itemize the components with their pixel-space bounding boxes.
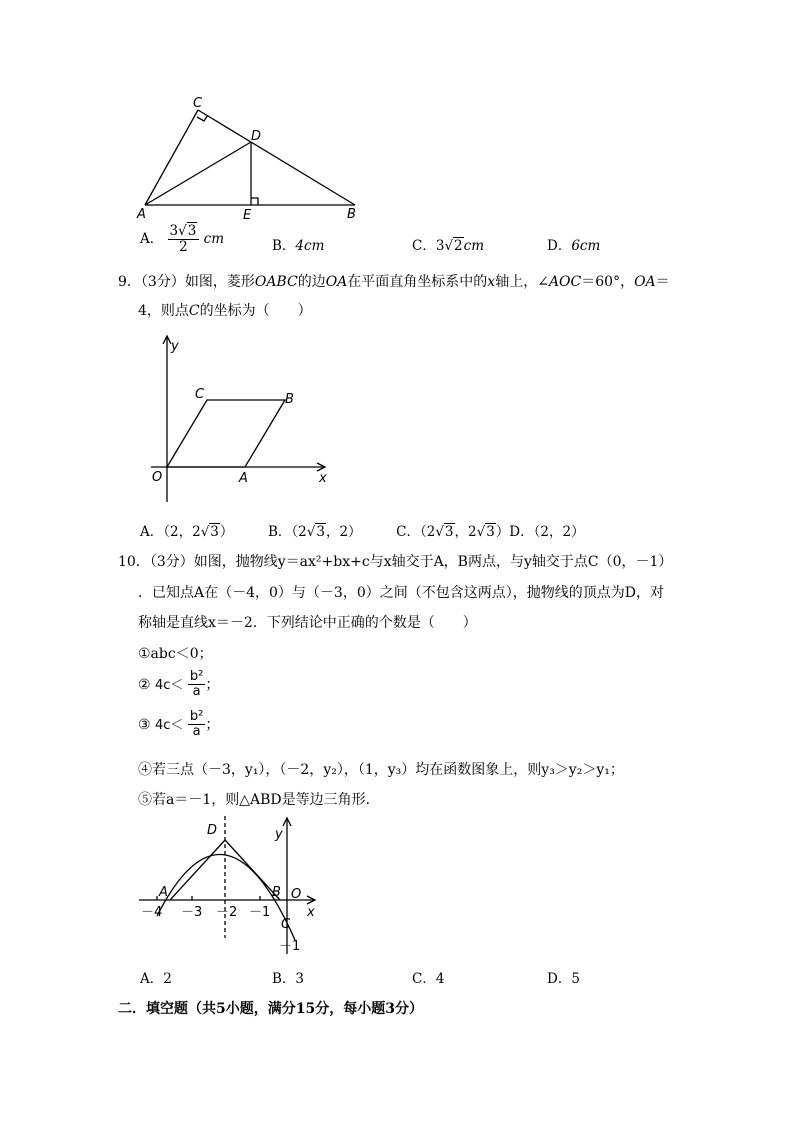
svg-text:D: D [251,129,262,144]
svg-text:O: O [291,887,302,902]
q10-line-1: 10．（3分）如图，抛物线y＝ax²+bx+c与x轴交于A，B两点，与y轴交于点C（0，－1） [118,554,673,570]
svg-text:D: D [207,823,218,838]
svg-text:B: B [272,885,281,900]
q9-line-2: 4，则点C的坐标为（ ） [138,303,312,319]
svg-text:x: x [307,905,315,920]
svg-text:－3: －3 [181,905,203,920]
rhombus-figure [135,330,335,505]
svg-text:－1: －1 [279,939,301,954]
parabola-figure [135,812,325,960]
q10-statement-2: ② 4c＜ $\frac{\text{b²}}{a}$ ； [138,669,220,700]
q8-option-d[interactable]: D．6cm [547,238,601,254]
q10-statement-1: ①abc＜0； [138,646,213,662]
q9-line-1: 9．（3分）如图，菱形OABC的边OA在平面直角坐标系中的x轴上，∠AOC＝60°，OA＝ [118,274,670,290]
q8-option-a[interactable]: A． $\frac{3√3}{2}$ cm [140,223,225,255]
svg-text:C: C [193,96,203,111]
q8-option-b[interactable]: B．4cm [272,238,325,254]
svg-text:A: A [239,471,248,486]
svg-text:－2: －2 [216,905,238,920]
svg-text:y: y [275,827,283,842]
svg-text:y: y [171,339,179,354]
fraction: $\frac{3√3}{2}$ [168,224,200,255]
q10-statement-5: ⑤若a＝－1，则△ABD是等边三角形． [138,792,380,808]
svg-text:B: B [347,207,356,222]
svg-text:A: A [137,207,146,222]
svg-text:B: B [285,392,294,407]
svg-text:C: C [195,387,205,402]
q10-statement-3: ③ 4c＜ $\frac{\text{b²}}{a}$ ； [138,709,220,740]
svg-text:A: A [159,885,168,900]
svg-text:x: x [319,471,327,486]
q10-line-3: 称轴是直线x＝－2．下列结论中正确的个数是（ ） [138,615,477,631]
q10-line-2: ．已知点A在（－4，0）与（－3，0）之间（不包含这两点），抛物线的顶点为D，对 [138,585,664,601]
triangle-figure [135,92,365,224]
svg-text:－1: －1 [249,905,271,920]
q10-option-c[interactable]: C．4 [412,971,445,987]
svg-text:E: E [243,208,252,223]
section-heading: 二．填空题（共5小题，满分15分，每小题3分） [118,1001,423,1017]
q8-option-c[interactable]: C．3√2cm [412,238,485,254]
q10-statement-4: ④若三点（－3，y₁），（－2，y₂），（1，y₃）均在函数图象上，则y₃＞y₂＞y₁； [138,762,624,778]
svg-text:－4: －4 [141,905,163,920]
svg-text:C: C [281,917,291,932]
q10-option-d[interactable]: D．5 [547,971,580,987]
svg-text:O: O [152,470,163,485]
q9-options[interactable]: A．（2，2√3） B．（2√3，2） C．（2√3，2√3）D．（2，2） [140,524,585,540]
q10-option-a[interactable]: A．2 [140,971,172,987]
q10-option-b[interactable]: B．3 [272,971,305,987]
